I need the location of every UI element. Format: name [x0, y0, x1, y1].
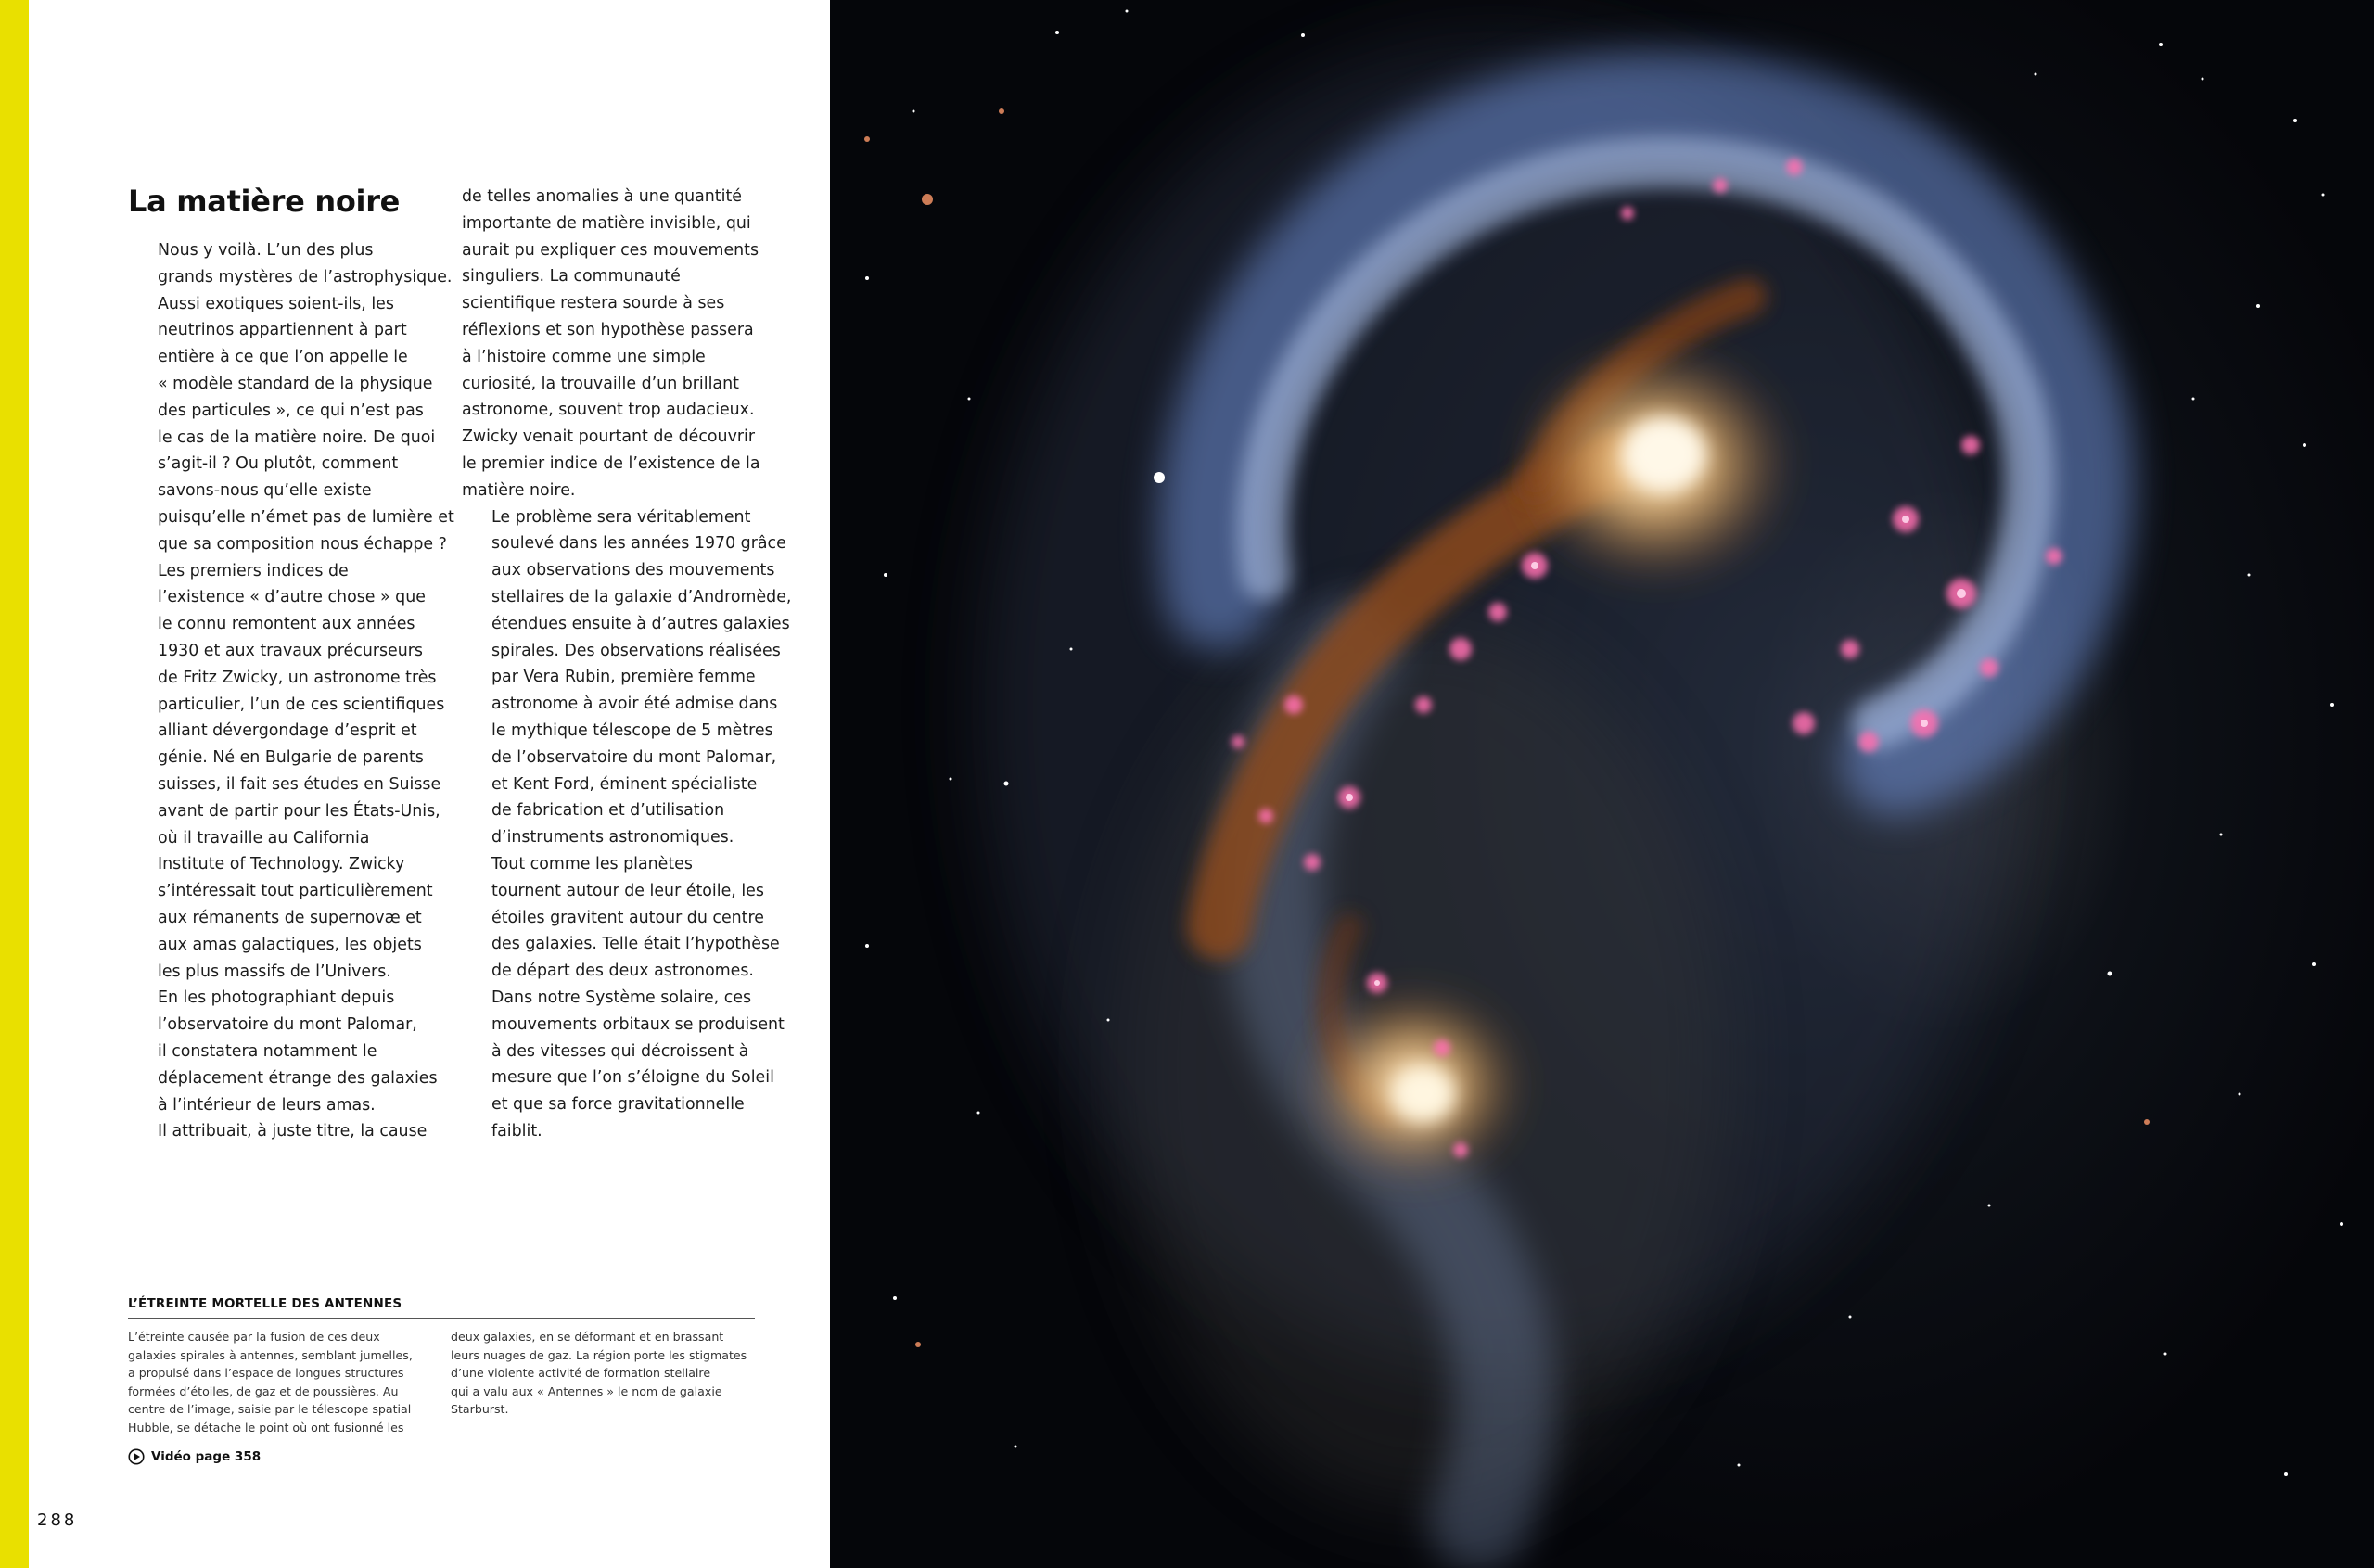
antennae-galaxies-image	[830, 0, 2374, 1568]
caption-column-2: deux galaxies, en se déformant et en brassant leurs nuages de gaz. La région porte les stigmates d’une violente activité de formation stellaire qui a valu aux « Antennes » le nom de galaxie Starburst.	[451, 1330, 747, 1417]
play-circle-icon	[128, 1448, 145, 1465]
accent-bar	[0, 0, 29, 1568]
video-link-label: Vidéo page 358	[151, 1449, 262, 1464]
caption-divider	[128, 1318, 755, 1319]
page-number: 288	[37, 1511, 78, 1530]
text-column-1	[128, 237, 454, 1145]
paragraph: Nous y voilà. L’un des plus grands mystères de l’astrophysique. Aussi exotiques soient-ils, les neutrinos appartiennent à part entière à ce que l’on appelle le « modèle standard de la physique des particules », ce qui n’est pas le cas de la matière noire. De quoi s’agit-il ? Ou plutôt, comment savons-nous qu’elle existe puisqu’elle n’émet pas de lumière et que sa composition nous échappe ?	[158, 241, 454, 554]
paragraph: de telles anomalies à une quantité importante de matière invisible, qui aurait pu expliquer ces mouvements singuliers. La communauté scientifique restera sourde à ses réflexions et son hypothèse passera à l’histoire comme une simple curiosité, la trouvaille d’un brillant astronome, souvent trop audacieux. Zwicky venait pourtant de découvrir le premier indice de l’existence de la matière noire.	[462, 187, 760, 500]
galaxy-photo	[830, 0, 2374, 1568]
paragraph: Les premiers indices de l’existence « d’autre chose » que le connu remontent aux années 1930 et aux travaux précurseurs de Fritz Zwicky, un astronome très particulier, l’un de ces scientifiques alliant dévergondage d’esprit et génie. Né en Bulgarie de parents suisses, il fait ses études en Suisse avant de partir pour les États-Unis, où il travaille au California Institute of Technology. Zwicky s’intéressait tout particulièrement aux rémanents de supernovæ et aux amas galactiques, les objets les plus massifs de l’Univers. En les photographiant depuis l’observatoire du mont Palomar, il constatera notamment le déplacement étrange des galaxies à l’intérieur de leurs amas. Il attribuait, à juste titre, la cause	[158, 561, 445, 1141]
paragraph: Le problème sera véritablement soulevé dans les années 1970 grâce aux observations des mouvements stellaires de la galaxie d’Andromède, étendues ensuite à d’autres galaxies spirales. Des observations réalisées par Vera Rubin, première femme astronome à avoir été admise dans le mythique télescope de 5 mètres de l’observatoire du mont Palomar, et Kent Ford, éminent spécialiste de fabrication et d’utilisation d’instruments astronomiques.	[491, 507, 792, 848]
article-title: La matière noire	[128, 184, 401, 219]
caption-title: L’ÉTREINTE MORTELLE DES ANTENNES	[128, 1296, 402, 1311]
paragraph: Tout comme les planètes tournent autour de leur étoile, les étoiles gravitent autour du centre des galaxies. Telle était l’hypothèse de départ des deux astronomes. Dans notre Système solaire, ces mouvements orbitaux se produisent à des vitesses qui décroissent à mesure que l’on s’éloigne du Soleil et que sa force gravitationnelle faiblit.	[491, 854, 785, 1141]
video-link[interactable]	[128, 1448, 261, 1465]
left-page	[0, 0, 830, 1568]
caption-column-1: L’étreinte causée par la fusion de ces deux galaxies spirales à antennes, semblant jumelles, a propulsé dans l’espace de longues structures formées d’étoiles, de gaz et de poussières. Au centre de l’image, saisie par le télescope spatial Hubble, se détache le point où ont fusionné les	[128, 1330, 413, 1434]
text-column-2	[462, 184, 792, 1145]
